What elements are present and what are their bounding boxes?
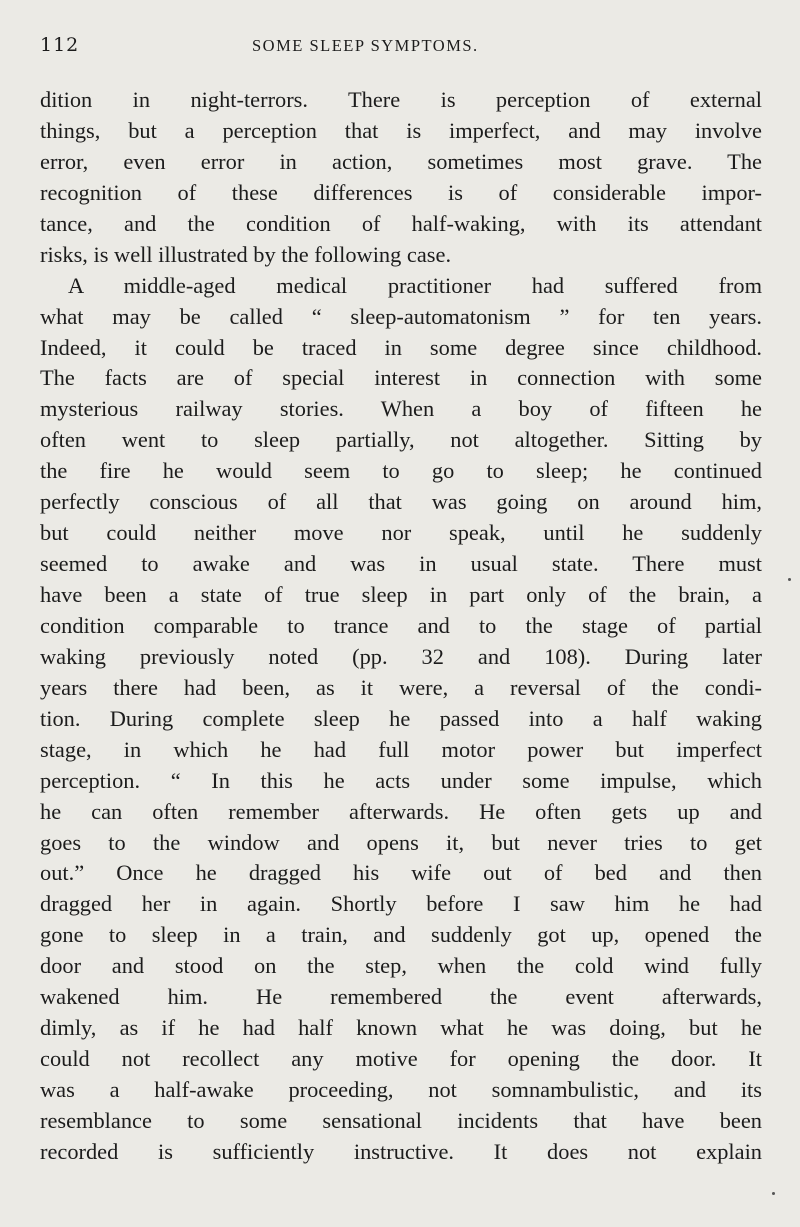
text-line: have been a state of true sleep in part only of the brain, a bbox=[40, 582, 762, 607]
text-line: was a half-awake proceeding, not somnambulistic, and its bbox=[40, 1077, 762, 1102]
text-line: resemblance to some sensational incidents that have been bbox=[40, 1107, 762, 1133]
text-line: he can often remember afterwards. He often gets up and bbox=[40, 798, 762, 824]
text-line: dition in night-terrors. There is perception of external bbox=[40, 87, 762, 112]
text-line: recognition of these differences is of considerable impor- bbox=[40, 179, 762, 205]
paragraph-first-line: A middle-aged medical practitioner had suffered from bbox=[68, 272, 762, 298]
text-line: years there had been, as it were, a reversal of the condi- bbox=[40, 674, 762, 700]
text-line: wakened him. He remembered the event afterwards, bbox=[40, 984, 762, 1010]
text-line: recorded is sufficiently instructive. It does not explain bbox=[40, 1138, 762, 1164]
text-line: often went to sleep partially, not altogether. Sitting by bbox=[40, 427, 762, 453]
text-line: out.” Once he dragged his wife out of bed and then bbox=[40, 860, 762, 886]
text-line: perfectly conscious of all that was going on around him, bbox=[40, 489, 762, 515]
text-line: tion. During complete sleep he passed into a half waking bbox=[40, 705, 762, 731]
text-line: things, but a perception that is imperfect, and may involve bbox=[40, 117, 762, 143]
text-line: condition comparable to trance and to the stage of partial bbox=[40, 612, 762, 638]
text-line: but could neither move nor speak, until he suddenly bbox=[40, 520, 762, 546]
text-line: error, even error in action, sometimes most grave. The bbox=[40, 148, 762, 174]
text-line: what may be called “ sleep-automatonism ” for ten years. bbox=[40, 303, 762, 329]
text-line: tance, and the condition of half-waking, with its attendant bbox=[40, 210, 762, 236]
text-line: perception. “ In this he acts under some impulse, which bbox=[40, 767, 762, 793]
text-line: dimly, as if he had half known what he was doing, but he bbox=[40, 1015, 762, 1041]
scan-speck bbox=[772, 1192, 775, 1195]
text-line: waking previously noted (pp. 32 and 108). During later bbox=[40, 643, 762, 669]
text-line: goes to the window and opens it, but never tries to get bbox=[40, 829, 762, 855]
running-head: SOME SLEEP SYMPTOMS. bbox=[252, 36, 479, 55]
text-line: mysterious railway stories. When a boy of fifteen he bbox=[40, 396, 762, 422]
text-line: the fire he would seem to go to sleep; he continued bbox=[40, 458, 762, 484]
text-line: seemed to awake and was in usual state. There must bbox=[40, 551, 762, 577]
body-text bbox=[40, 85, 762, 1168]
page-header bbox=[40, 34, 760, 58]
page-number: 112 bbox=[40, 34, 80, 56]
text-line: door and stood on the step, when the cold wind fully bbox=[40, 953, 762, 979]
text-line: The facts are of special interest in connection with some bbox=[40, 365, 762, 391]
text-line: risks, is well illustrated by the following case. bbox=[40, 241, 452, 267]
text-line: Indeed, it could be traced in some degree since childhood. bbox=[40, 334, 762, 360]
text-line: dragged her in again. Shortly before I saw him he had bbox=[40, 891, 762, 917]
text-line: stage, in which he had full motor power but imperfect bbox=[40, 736, 762, 762]
text-line: gone to sleep in a train, and suddenly got up, opened the bbox=[40, 922, 762, 948]
text-line: could not recollect any motive for opening the door. It bbox=[40, 1046, 762, 1072]
scan-speck bbox=[788, 578, 791, 581]
